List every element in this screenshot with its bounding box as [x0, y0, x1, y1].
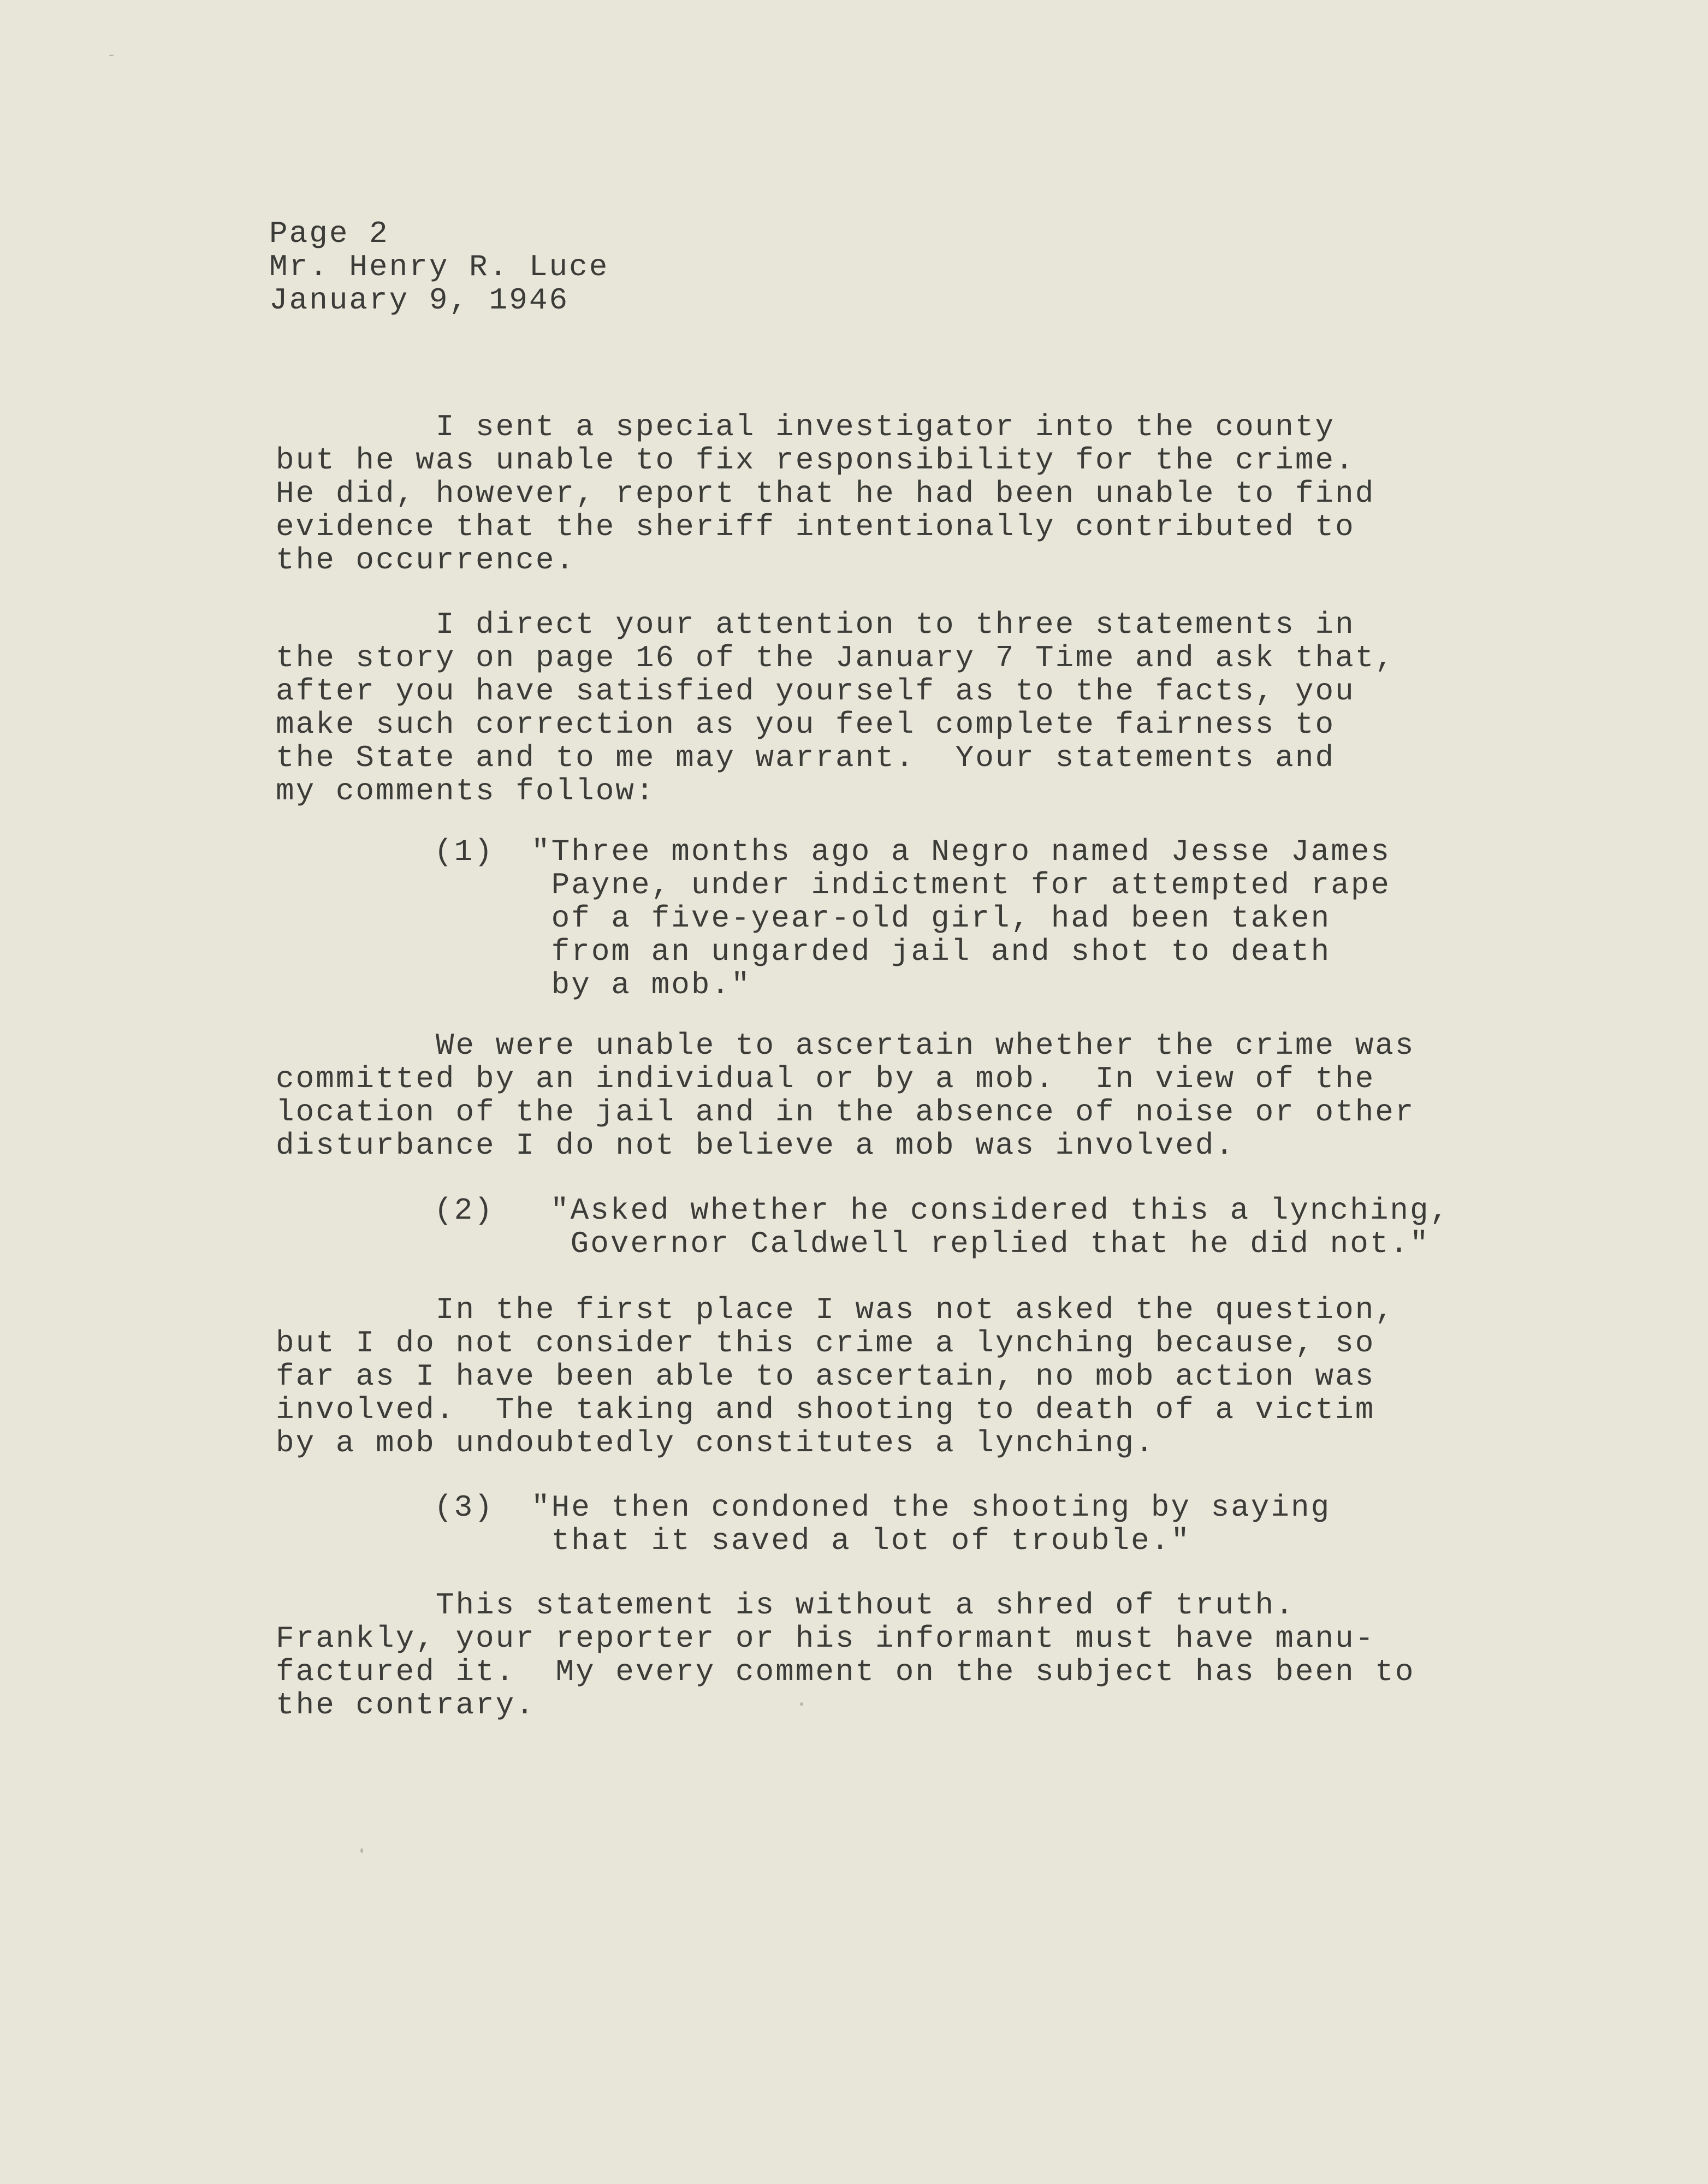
paragraph-three-statements: I direct your attention to three statements in the story on page 16 of the January 7 Time and ask that, after you have satisfied yourself as to the facts, you make such correction as you feel complete fairness to the State and to me may warrant. Your statements and my comments follow:	[276, 607, 1395, 809]
letter-header: Page 2 Mr. Henry R. Luce January 9, 1946	[269, 216, 609, 318]
paragraph-investigator: I sent a special investigator into the county but he was unable to fix responsibility for the crime. He did, however, report that he had been unable to find evidence that the sheriff intentionally contributed to the occurrence.	[276, 410, 1375, 578]
statement-2-number: (2)	[434, 1193, 494, 1228]
paper-speck	[800, 1702, 803, 1706]
statement-3-number: (3)	[434, 1490, 494, 1525]
statement-1-quote: "Three months ago a Negro named Jesse James Payne, under indictment for attempted rape of a five-year-old girl, had been taken from an ungarded jail and shot to death by a mob."	[531, 834, 1391, 1002]
statement-2-quote: "Asked whether he considered this a lynching, Governor Caldwell replied that he did not."	[550, 1193, 1450, 1261]
statement-3-quote: "He then condoned the shooting by saying that it saved a lot of trouble."	[531, 1490, 1331, 1558]
paragraph-response-1: We were unable to ascertain whether the crime was committed by an individual or by a mob. In view of the location of the jail and in the absence of noise or other disturbance I do not believe a mob was involved.	[276, 1028, 1415, 1163]
paper-speck	[360, 1848, 363, 1853]
statement-1-number: (1)	[434, 834, 494, 869]
paragraph-response-3: This statement is without a shred of truth. Frankly, your reporter or his informant must have manu- factured it. My every comment on the subject has been to the contrary.	[276, 1588, 1415, 1723]
paper-speck	[109, 55, 114, 56]
paragraph-response-2: In the first place I was not asked the question, but I do not consider this crime a lynching because, so far as I have been able to ascertain, no mob action was involved. The taking and shooting to death of a victim by a mob undoubtedly constitutes a lynching.	[276, 1292, 1395, 1461]
